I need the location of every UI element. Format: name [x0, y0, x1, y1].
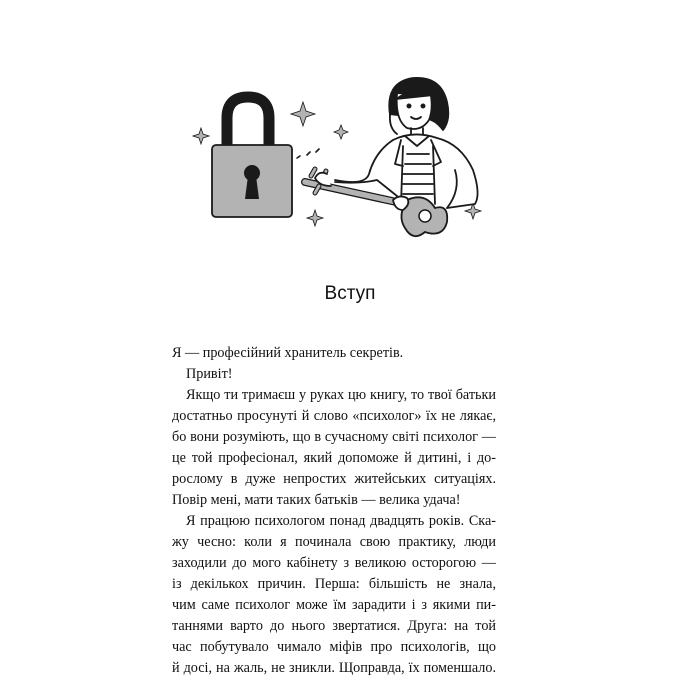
- chapter-illustration: [185, 70, 495, 255]
- text-line: таннями варто до нього звертатися. Друга: на той: [172, 618, 496, 634]
- text-line: Я працюю психологом понад двадцять років. Ска-: [186, 513, 496, 529]
- padlock-icon: [212, 97, 292, 217]
- text-line: бо вони розуміють, що в сучасному світі психолог —: [172, 429, 496, 445]
- chapter-title: Вступ: [324, 283, 376, 304]
- text-line: час побутувало чимало міфів про психологів, що: [172, 639, 496, 655]
- text-line: Якщо ти тримаєш у руках цю книгу, то твої батьки: [186, 387, 496, 403]
- motion-lines: [297, 149, 319, 158]
- text-line: й досі, на жаль, не зникли. Щоправда, їх поменшало.: [172, 660, 496, 676]
- body-text: [172, 343, 496, 679]
- text-line: чим саме психолог може їм зарадити і з якими пи-: [172, 597, 496, 613]
- text-line: Я — професійний хранитель секретів.: [172, 345, 404, 361]
- text-line: Привіт!: [186, 366, 233, 382]
- text-line: із декількох причин. Перша: більшість не знала,: [172, 576, 496, 592]
- text-line: рослому в дуже непростих житейських ситуаціях.: [172, 471, 496, 487]
- text-line: заходили до мого кабінету з великою осторогою —: [172, 555, 496, 571]
- text-line: достатньо просунуті й слово «психолог» їх не лякає,: [172, 408, 496, 424]
- text-line: жу чесно: коли я починала свою практику, люди: [172, 534, 496, 550]
- text-line: Повір мені, мати таких батьків — велика удача!: [172, 492, 461, 508]
- text-line: це той професіонал, який допоможе й дитині, і до-: [172, 450, 496, 466]
